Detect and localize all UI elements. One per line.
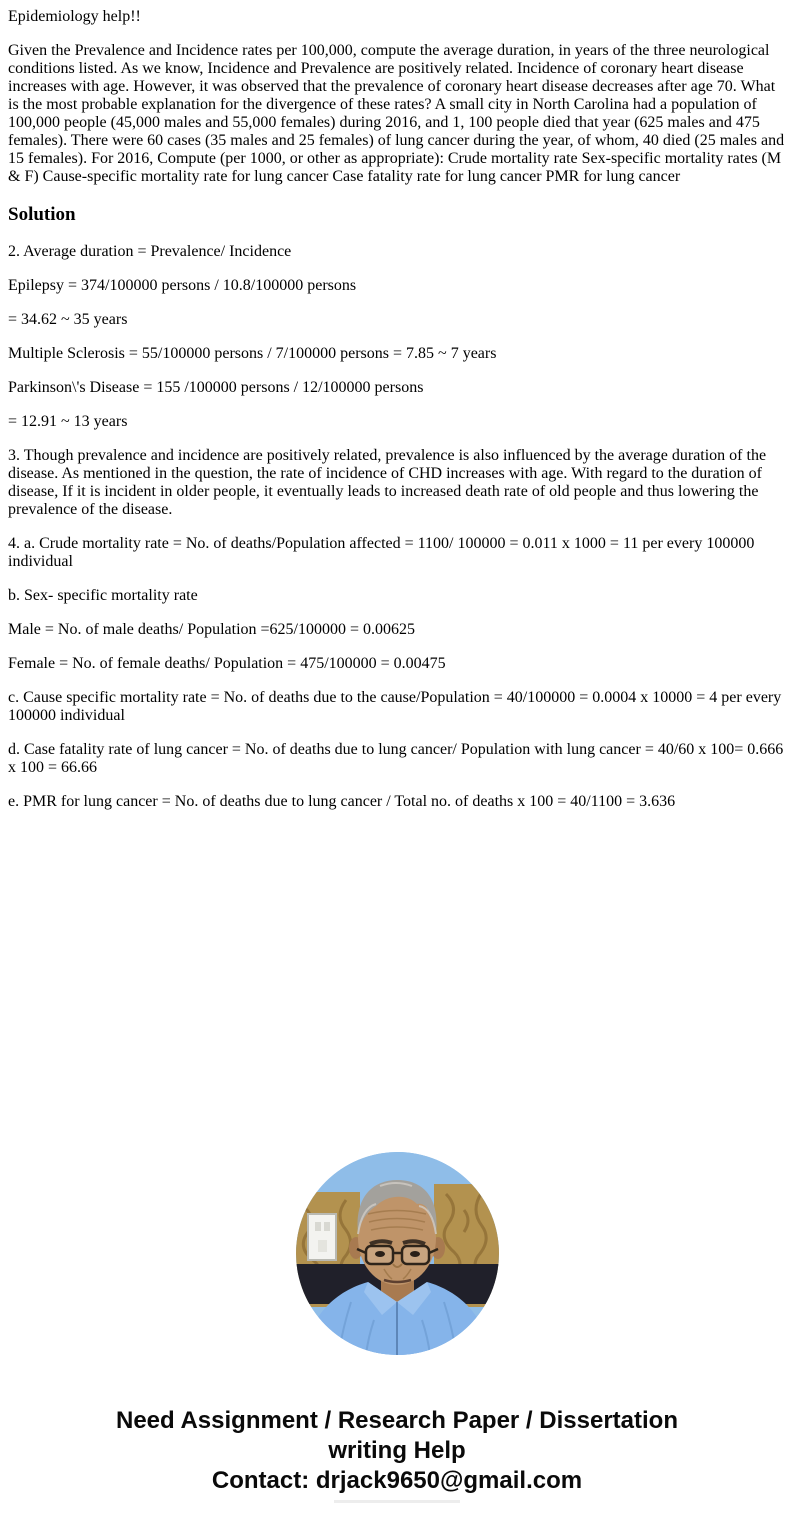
avatar-switch-plate: [308, 1214, 336, 1260]
avatar-photo: [296, 1152, 499, 1355]
footer-heading-line1: Need Assignment / Research Paper / Dissertation: [116, 1407, 678, 1434]
solution-paragraph: c. Cause specific mortality rate = No. of deaths due to the cause/Population = 40/100000 = 0.0004 x 10000 = 4 per every 100000 individual: [8, 689, 782, 724]
avatar-container: [8, 1152, 786, 1355]
footer-underline: [334, 1500, 460, 1503]
question-body: Given the Prevalence and Incidence rates per 100,000, compute the average duration, in years of the three neurological conditions listed. As we know, Incidence and Prevalence are positively related. Incidence of coronary heart disease increases with age. However, it was observed that the prevalence of coronary heart disease decreases after age 70. What is the most probable explanation for the divergence of these rates? A small city in North Carolina had a population of 100,000 people (45,000 males and 55,000 females) during 2016, and 1, 100 people died that year (625 males and 475 females). There were 60 cases (35 males and 25 females) of lung cancer during the year, of whom, 40 died (25 males and 15 females). For 2016, Compute (per 1000, or other as appropriate): Crude mortality rate Sex-specific mortality rates (M & F) Cause-specific mortality rate for lung cancer Case fatality rate for lung cancer PMR for lung cancer: [8, 42, 785, 185]
solution-paragraph: e. PMR for lung cancer = No. of deaths due to lung cancer / Total no. of deaths x 100 = 40/1100 = 3.636: [8, 793, 676, 810]
solution-heading: Solution: [8, 204, 76, 225]
solution-paragraph: = 34.62 ~ 35 years: [8, 311, 128, 328]
solution-paragraph: 3. Though prevalence and incidence are positively related, prevalence is also influenced by the average duration of the disease. As mentioned in the question, the rate of incidence of CHD increases with age. With regard to the duration of disease, If it is incident in older people, it eventually leads to increased death rate of old people and thus lowering the prevalence of the disease.: [8, 447, 767, 518]
footer-contact: Contact: drjack9650@gmail.com: [211, 1467, 583, 1494]
solution-paragraph: 4. a. Crude mortality rate = No. of deaths/Population affected = 1100/ 100000 = 0.011 x 1000 = 11 per every 100000 individual: [8, 535, 755, 570]
avatar: [296, 1152, 499, 1355]
footer-heading-line2: writing Help: [328, 1437, 466, 1464]
solution-paragraph: Parkinson\'s Disease = 155 /100000 persons / 12/100000 persons: [8, 379, 424, 396]
solution-paragraph: Female = No. of female deaths/ Population = 475/100000 = 0.00475: [8, 655, 446, 672]
solution-paragraph: Epilepsy = 374/100000 persons / 10.8/100000 persons: [8, 277, 357, 294]
solution-paragraph: d. Case fatality rate of lung cancer = No. of deaths due to lung cancer/ Population with lung cancer = 40/60 x 100= 0.666 x 100 = 66.66: [8, 741, 784, 776]
solution-paragraph: b. Sex- specific mortality rate: [8, 587, 198, 604]
question-title: Epidemiology help!!: [8, 8, 141, 25]
solution-paragraph: 2. Average duration = Prevalence/ Incidence: [8, 243, 292, 260]
footer: [8, 1406, 786, 1503]
solution-paragraph: Male = No. of male deaths/ Population =625/100000 = 0.00625: [8, 621, 416, 638]
solution-paragraph: = 12.91 ~ 13 years: [8, 413, 128, 430]
solution-paragraph: Multiple Sclerosis = 55/100000 persons / 7/100000 persons = 7.85 ~ 7 years: [8, 345, 497, 362]
